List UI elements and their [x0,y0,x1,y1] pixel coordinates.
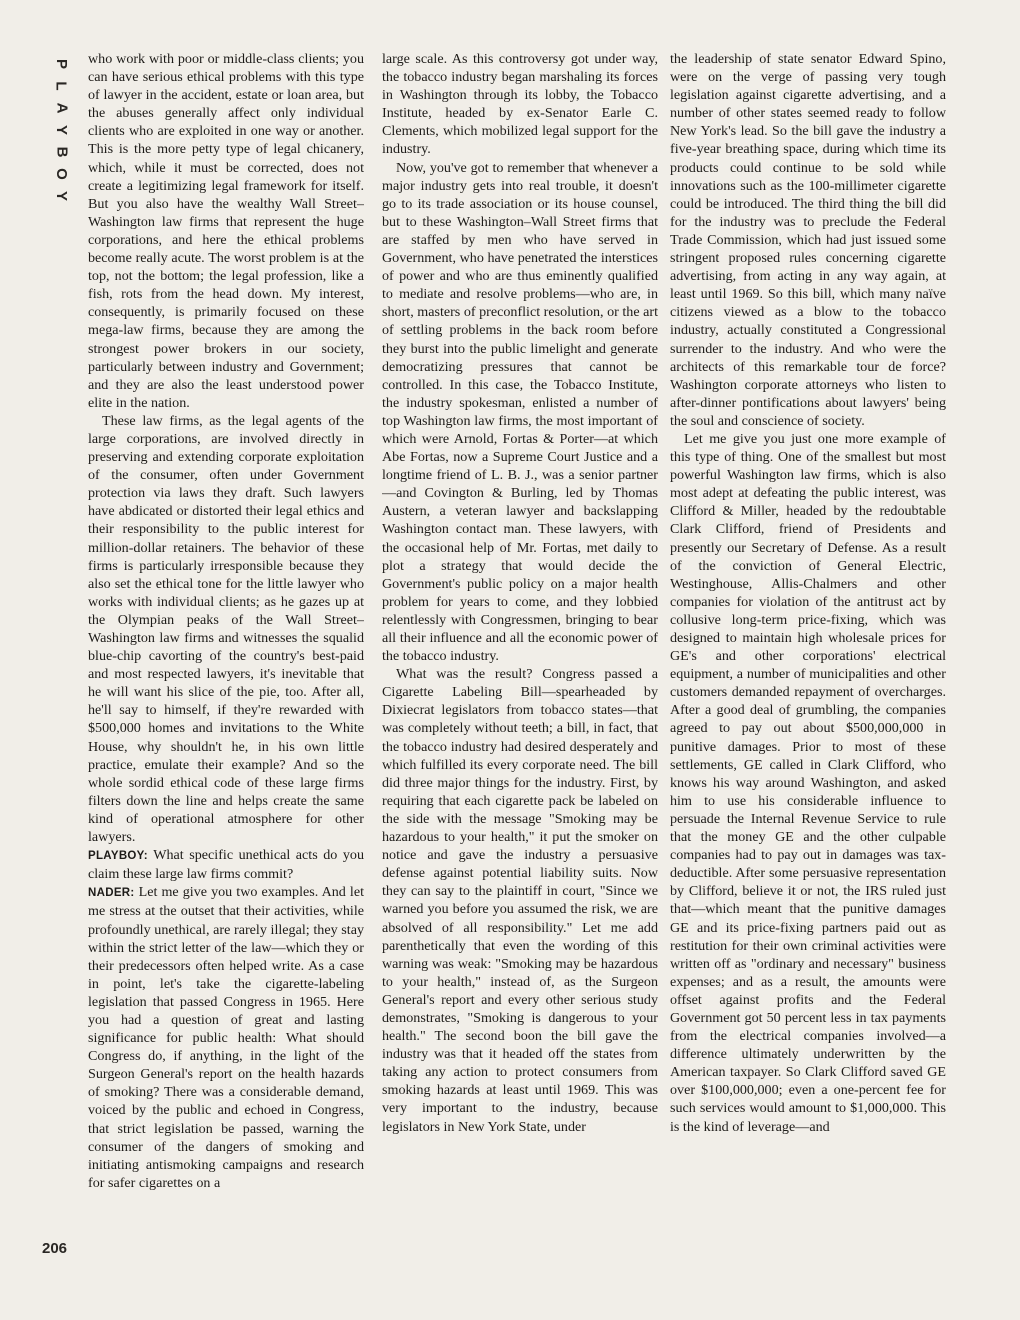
speaker-label: PLAYBOY: [88,850,148,863]
paragraph: Now, you've got to remember that whenever a major industry gets into real trouble, it doesn't go to its trade association or its house counsel, but to these Washington–Wall Street firms that are staffed by men who have served in Government, who have penetrated the interstices of power and who are thus eminently qualified to mediate and resolve problems—who are, in short, masters of preconflict resolution, or the art of settling problems in the back room before they burst into the public limelight and generate democratizing pressures that cannot be controlled. In this case, the Tobacco Institute, the industry spokesman, enlisted a number of top Washington law firms, the most important of which were Arnold, Fortas & Porter—at which Abe Fortas, now a Supreme Court Justice and a longtime friend of L. B. J., was a senior partner—and Covington & Burling, led by Thomas Austern, a veteran lawyer and backslapping Washington contact man. These lawyers, with the occasional help of Mr. Fortas, met daily to plot a strategy that would decide the Government's public policy on a major health problem for years to come, and they lobbied relentlessly with Congressmen, bringing to bear all their influence and all the economic power of the tobacco industry. [382,159,658,665]
magazine-title-letter: Y [52,124,70,136]
text-column-1 [88,50,364,1260]
magazine-title-letter: B [53,146,70,158]
paragraph-continued: who work with poor or middle-class clients; you can have serious ethical problems with this type of lawyer in the accident, estate or loan area, but the abuses generally affect only individual clients who are exploited in one way or another. This is the more petty type of legal chicanery, which, while it must be corrected, does not create a legitimizing legal framework for itself. But you also have the wealthy Wall Street–Washington law firms that represent the huge corporations, and here the ethical problems become really acute. The worst problem is at the top, not the bottom; the legal profession, like a fish, rots from the head down. My interest, consequently, is primarily focused on these mega-law firms, because they are among the strongest power brokers in our society, particularly between industry and Government; and they are also the least understood power elite in the nation. [88,51,364,411]
magazine-title-letter: O [52,168,70,180]
magazine-vertical-title [50,55,72,205]
magazine-title-letter: L [52,81,70,91]
paragraph-continued: the leadership of state senator Edward Spino, were on the verge of passing very tough legislation against cigarette advertising, and a number of other states seemed ready to follow New York's lead. So the bill gave the industry a five-year breathing space, during which time its products could continue to be sold while innovations such as the 100-millimeter cigarette could be introduced. The third thing the bill did for the industry was to preclude the Federal Trade Commission, which had just issued some stringent proposed rules concerning cigarette advertising, from acting in any way again, at least until 1969. So this bill, which many naïve citizens viewed as a blow to the tobacco industry, actually constituted a Congressional surrender to the industry. And who were the architects of this remarkable tour de force? Washington corporate attorneys who listen to after-dinner pontifications about lawyers' being the soul and conscience of society. [670,51,946,429]
paragraph: What was the result? Congress passed a Cigarette Labeling Bill—spearheaded by Dixiecrat legislators from tobacco states—that was completely without teeth; a bill, in fact, that the tobacco industry had desired desperately and which fulfilled its every corporate need. The bill did three major things for the industry. First, by requiring that each cigarette pack be labeled on the side with the message "Smoking may be hazardous to your health," it put the smoker on notice and gave the industry a persuasive defense against potential liability suits. Now they can say to the plaintiff in court, "Since we warned you before you assumed the risk, we are absolved of all responsibility." Let me add parenthetically that even the wording of this warning was weak: "Smoking may be hazardous to your health," instead of, as the Surgeon General's report and every other serious study demonstrates, "Smoking is dangerous to your health." The second boon the bill gave the industry was that it headed off the states from taking any action to protect consumers from smoking hazards at least until 1969. This was very important to the industry, because legislators in New York State, under [382,666,658,1135]
interview-paragraph [88,846,364,883]
paragraph: Let me give you just one more example of this type of thing. One of the smallest but most powerful Washington law firms, which is also most adept at defeating the public interest, was Clifford & Miller, headed by the redoubtable Clark Clifford, friend of Presidents and presently our Secretary of Defense. As a result of the conviction of General Electric, Westinghouse, Allis-Chalmers and other companies for violation of the antitrust act by collusive long-term price-fixing, which was designed to maintain high wholesale prices for GE's and other corporations' electrical equipment, a number of municipalities and other customers demanded repayment of overcharges. After a good deal of grumbling, the companies agreed to pay out about $500,000,000 in punitive damages. Prior to most of these settlements, GE called in Clark Clifford, who knows his way around Washington, and asked him to use his considerable influence to persuade the Internal Revenue Service to rule that the money GE and the other culpable companies had to pay out in damages was tax-deductible. After some persuasive representation by Clifford, believe it or not, the IRS ruled just that—which meant that the punitive damages GE and its price-fixing partners paid out as restitution for their own criminal activities were written off as "ordinary and necessary" business expenses; and as a result, the amounts were offset against profits and the Federal Government got 50 percent less in tax payments from the electrical companies involved—a difference ultimately underwritten by the American taxpayer. So Clark Clifford saved GE over $100,000,000; even a one-percent fee for such services would amount to $1,000,000. This is the kind of leverage—and [670,430,946,1135]
magazine-title-letter: Y [52,190,70,202]
paragraph-continued: large scale. As this controversy got under way, the tobacco industry began marshaling its forces in Washington through its lobby, the Tobacco Institute, headed by ex-Senator Earle C. Clements, which mobilized legal support for the industry. [382,51,658,158]
paragraph-text: What specific unethical acts do you claim these large law firms commit? [88,847,364,883]
magazine-title-letter: A [53,102,70,114]
paragraph-text: Let me give you two examples. And let me stress at the outset that their activities, while profoundly unethical, are rarely illegal; they stay within the strict letter of the law—which they or their predecessors often helped write. As a case in point, let's take the cigarette-labeling legislation that passed Congress in 1965. Here you had a question of great and lasting significance for public health: What should Congress do, if anything, in the light of the Surgeon General's report on the health hazards of smoking? There was a considerable demand, voiced by the public and echoed in Congress, that strict legislation be passed, warning the consumer of the dangers of smoking and initiating antismoking campaigns and research for safer cigarettes on a [88,884,364,1191]
text-column-2 [382,50,658,1260]
speaker-label: NADER: [88,887,135,900]
interview-paragraph [88,883,364,1192]
magazine-title-letter: P [52,58,70,70]
text-column-3 [670,50,946,1260]
page-number: 206 [42,1240,68,1257]
paragraph: These law firms, as the legal agents of the large corporations, are involved directly in preserving and extending corporate exploitation of the consumer, often under Government protection via laws they draft. Such lawyers have abdicated or distorted their legal ethics and their responsibility to the public interest for million-dollar retainers. The behavior of these firms is particularly irresponsible because they also set the ethical tone for the little lawyer who works with individual clients; as he gazes up at the Olympian peaks of the Wall Street–Washington law firms and witnesses the squalid blue-chip cavorting of the country's best-paid and most respected lawyers, it's inevitable that he will want his slice of the pie, too. After all, he'll say to himself, if they're rewarded with $500,000 homes and invitations to the White House, why shouldn't he, in his own little practice, emulate their example? And so the whole sordid ethical code of these large firms filters down the line and helps create the same kind of operational atmosphere for other lawyers. [88,412,364,846]
